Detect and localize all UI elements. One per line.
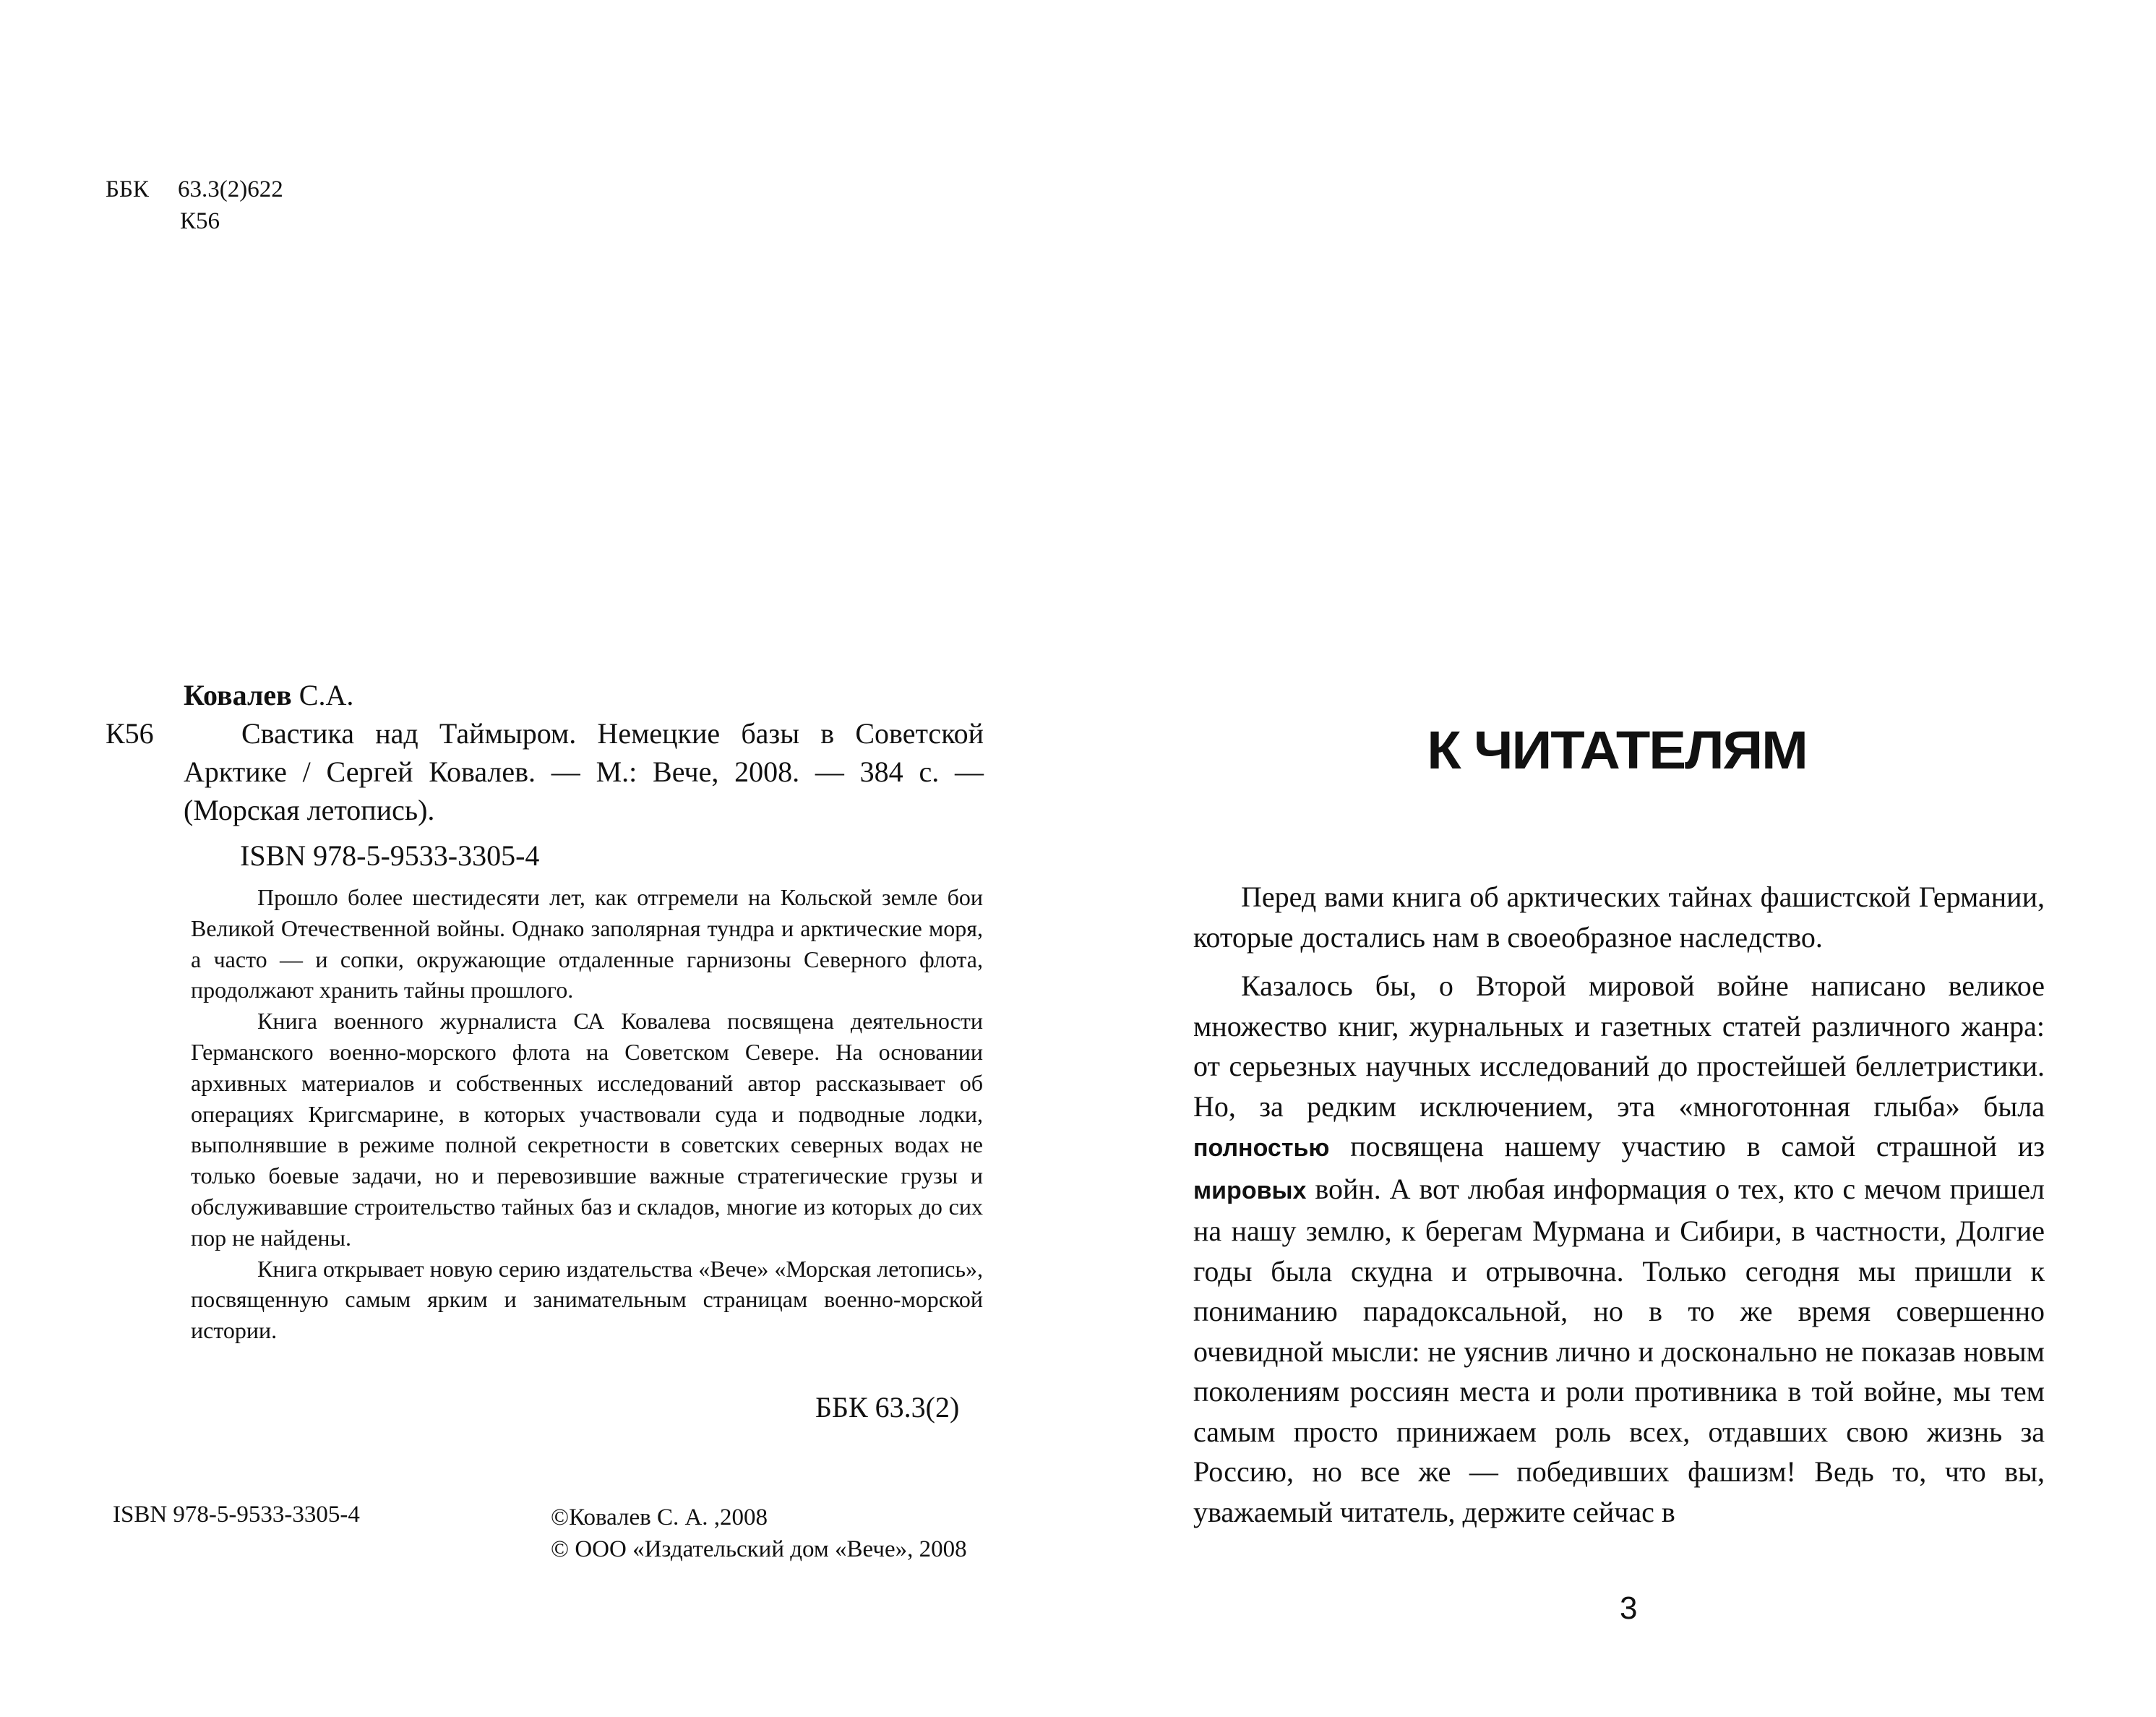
abstract-paragraph: Книга военного журналиста СА Ковалева посвящена деятельности Германского военно-морского флота на Советском Севере. На основании архивных материалов и собственных исследований автор рассказывает об операциях Кригсмарине, в которых участвовали суда и подводные лодки, выполнявшие в режиме полной секретности в советских северных водах не только боевые задачи, но и перевозившие важные стратегические грузы и обслуживавшие строительство тайных баз и складов, многие из которых до сих пор не найдены. [191, 1008, 983, 1251]
chapter-body [1193, 877, 2045, 1541]
body-text-segment: войн. А вот любая информация о тех, кто с мечом пришел на нашу землю, к берегам Мурмана и Сибири, в частности, Долгие годы была скудна и отрывочна. Только сегодня мы пришли к пониманию парадоксальной, но в то же время совершенно очевидной мысли: не уяснив лично и досконально не показав новым поколениям россиян места и роли противника в той войне, мы тем самым просто принижаем роль всех, отдавших свою жизнь за Россию, но все же — победивших фашизм! Ведь то, что вы, уважаемый читатель, держите сейчас в [1193, 1172, 2045, 1528]
body-text-segment: Казалось бы, о Второй мировой войне написано великое множество книг, журнальных и газетных статей различного жанра: от серьезных научных исследований до простейшей беллетристики. Но, за редким исключением, эта «многотонная глыба» была [1193, 969, 2045, 1123]
copyright-block [551, 1502, 967, 1565]
card-description-row [106, 714, 984, 829]
abstract-paragraph: Прошло более шестидесяти лет, как отгремели на Кольской земле бои Великой Отечественной войны. Однако заполярная тундра и арктические моря, а часто — и сопки, окружающие отдаленные гарнизоны Северного флота, продолжают хранить тайны прошлого. [191, 884, 983, 1003]
body-paragraph [1193, 966, 2045, 1532]
author-sign-top: К56 [180, 208, 220, 234]
bbk-label: ББК [106, 176, 149, 202]
bbk-code: 63.3(2)622 [178, 176, 283, 202]
book-description: Свастика над Таймыром. Немецкие базы в Советской Арктике / Сергей Ковалев. — М.: Вече, 2008. — 384 с. — (Морская летопись). [184, 717, 984, 826]
bbk-classification-top [106, 174, 283, 237]
copyright-line: © ООО «Издательский дом «Вече», 2008 [551, 1536, 967, 1562]
bbk-classification-bottom: ББК 63.3(2) [815, 1391, 960, 1423]
bold-word: полностью [1193, 1134, 1330, 1162]
card-isbn: ISBN 978-5-9533-3305-4 [240, 839, 540, 872]
bibliographic-card [106, 676, 984, 875]
page-number: 3 [1620, 1590, 1638, 1626]
body-text-segment: посвящена нашему участию в самой страшной из [1350, 1130, 2045, 1162]
author-sign: К56 [106, 717, 154, 750]
body-paragraph: Перед вами книга об арктических тайнах фашистской Германии, которые достались нам в своеобразное наследство. [1193, 881, 2045, 954]
bold-word: мировых [1193, 1176, 1307, 1204]
author-initials: С.А. [299, 679, 354, 711]
abstract-paragraph: Книга открывает новую серию издательства «Вече» «Морская летопись», посвященную самым ярким и занимательным страницам военно-морской истории. [191, 1255, 983, 1344]
isbn-bottom: ISBN 978-5-9533-3305-4 [113, 1502, 360, 1528]
author-surname: Ковалев [184, 679, 292, 711]
chapter-title: К ЧИТАТЕЛЯМ [1427, 720, 1807, 780]
card-author [106, 676, 984, 714]
right-page [1078, 0, 2156, 1717]
copyright-line: ©Ковалев С. А. ,2008 [551, 1504, 768, 1530]
abstract [191, 882, 983, 1346]
